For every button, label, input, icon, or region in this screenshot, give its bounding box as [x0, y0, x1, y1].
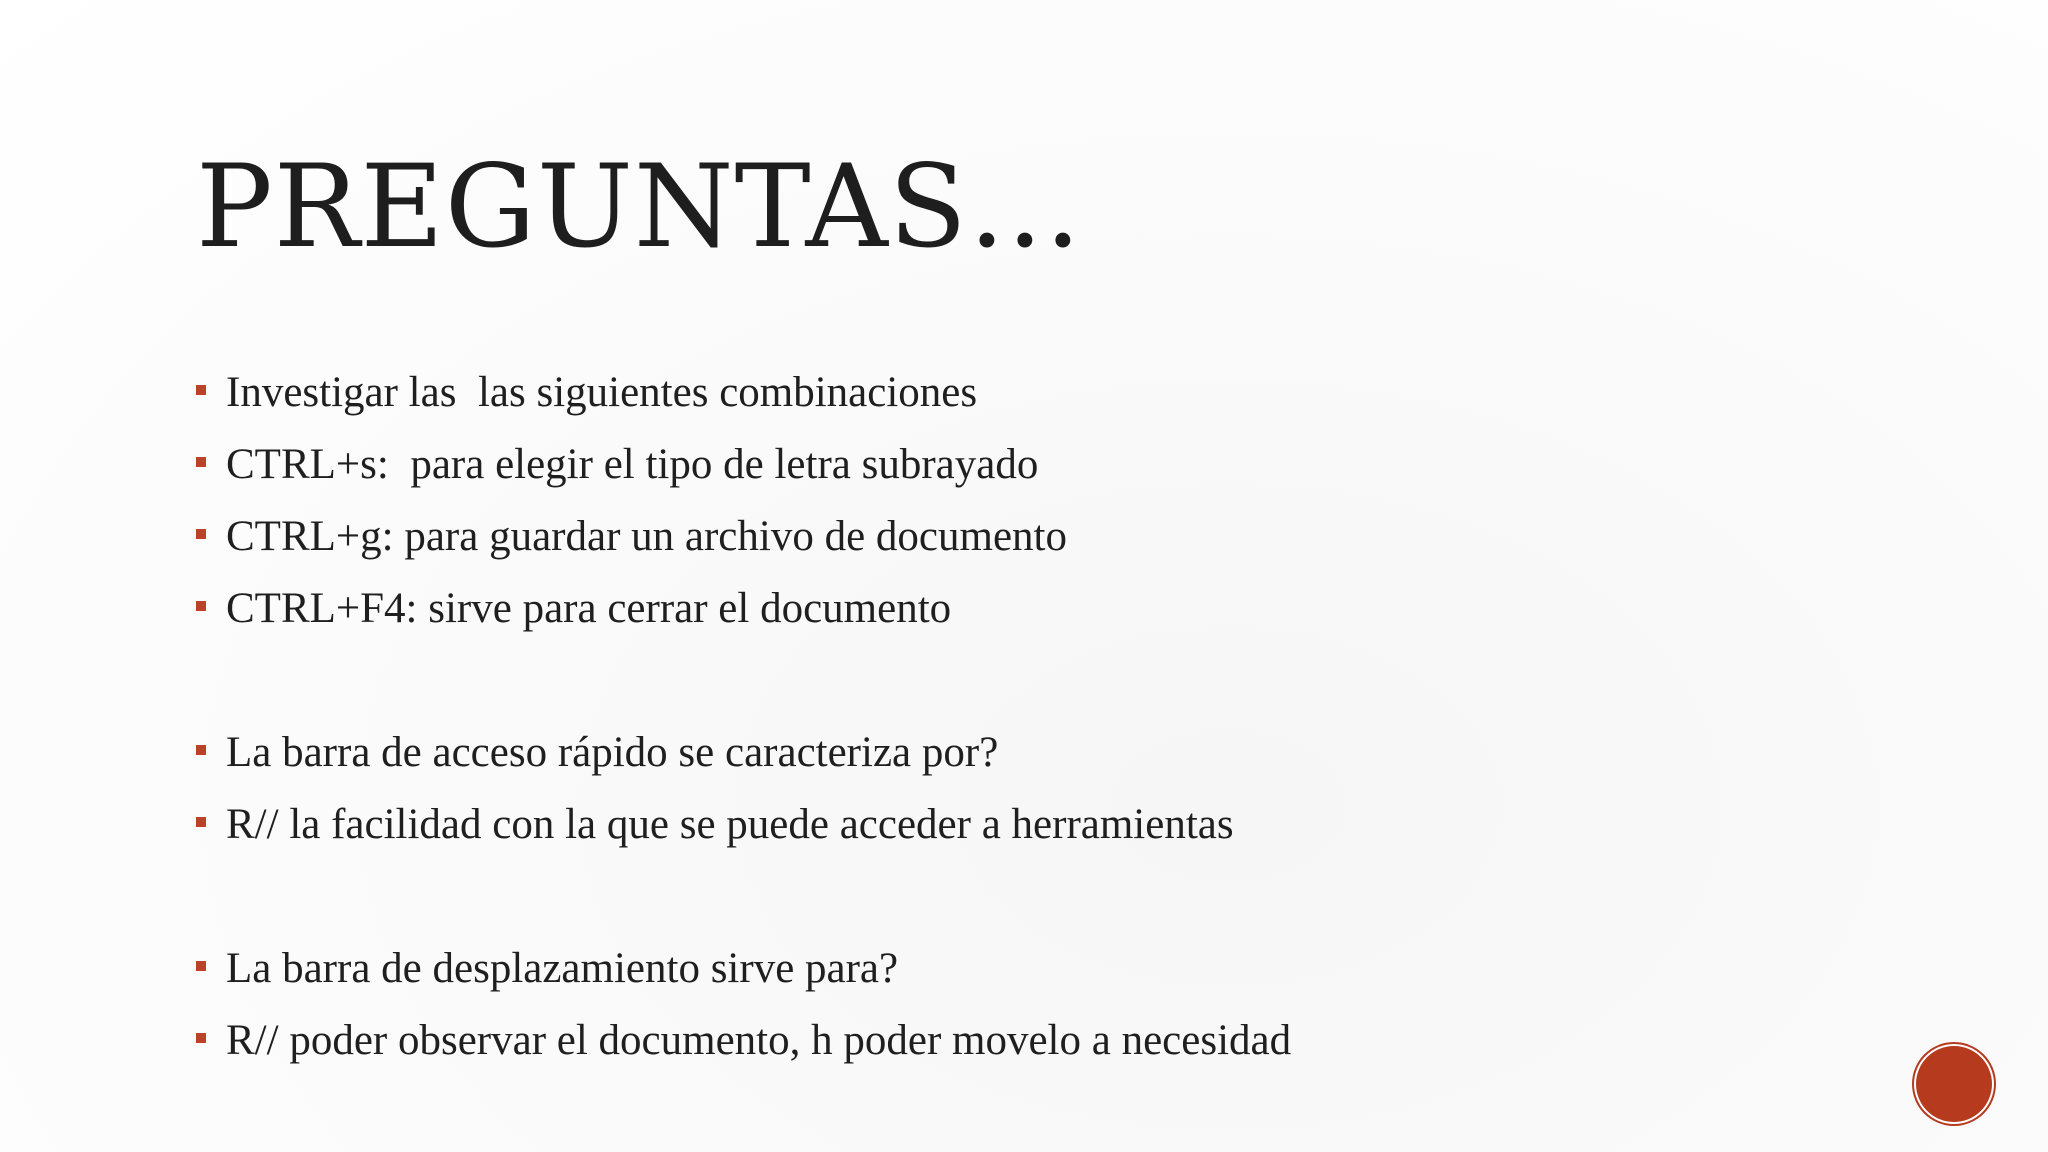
square-bullet-icon [196, 385, 206, 395]
bullet-item [196, 788, 1291, 860]
bullet-item [196, 716, 1291, 788]
bullet-list [196, 356, 1291, 1076]
bullet-item [196, 1004, 1291, 1076]
bullet-text: Investigar las las siguientes combinaciones [226, 368, 978, 416]
bullet-text: R// la facilidad con la que se puede acceder a herramientas [226, 800, 1234, 848]
bullet-text: CTRL+g: para guardar un archivo de documento [226, 512, 1067, 560]
square-bullet-icon [196, 457, 206, 467]
bullet-item [196, 572, 1291, 644]
bullet-item [196, 428, 1291, 500]
bullet-text: CTRL+F4: sirve para cerrar el documento [226, 584, 952, 632]
bullet-item [196, 500, 1291, 572]
bullet-text: R// poder observar el documento, h poder movelo a necesidad [226, 1016, 1292, 1064]
square-bullet-icon [196, 601, 206, 611]
square-bullet-icon [196, 817, 206, 827]
square-bullet-icon [196, 529, 206, 539]
bullet-item [196, 932, 1291, 1004]
square-bullet-icon [196, 1033, 206, 1043]
bullet-text: La barra de acceso rápido se caracteriza por? [226, 728, 999, 776]
circle-nav-icon[interactable] [1916, 1046, 1992, 1122]
slide-title: PREGUNTAS… [196, 140, 1083, 273]
bullet-text: CTRL+s: para elegir el tipo de letra subrayado [226, 440, 1039, 488]
square-bullet-icon [196, 961, 206, 971]
bullet-item [196, 356, 1291, 428]
square-bullet-icon [196, 745, 206, 755]
bullet-text: La barra de desplazamiento sirve para? [226, 944, 899, 992]
